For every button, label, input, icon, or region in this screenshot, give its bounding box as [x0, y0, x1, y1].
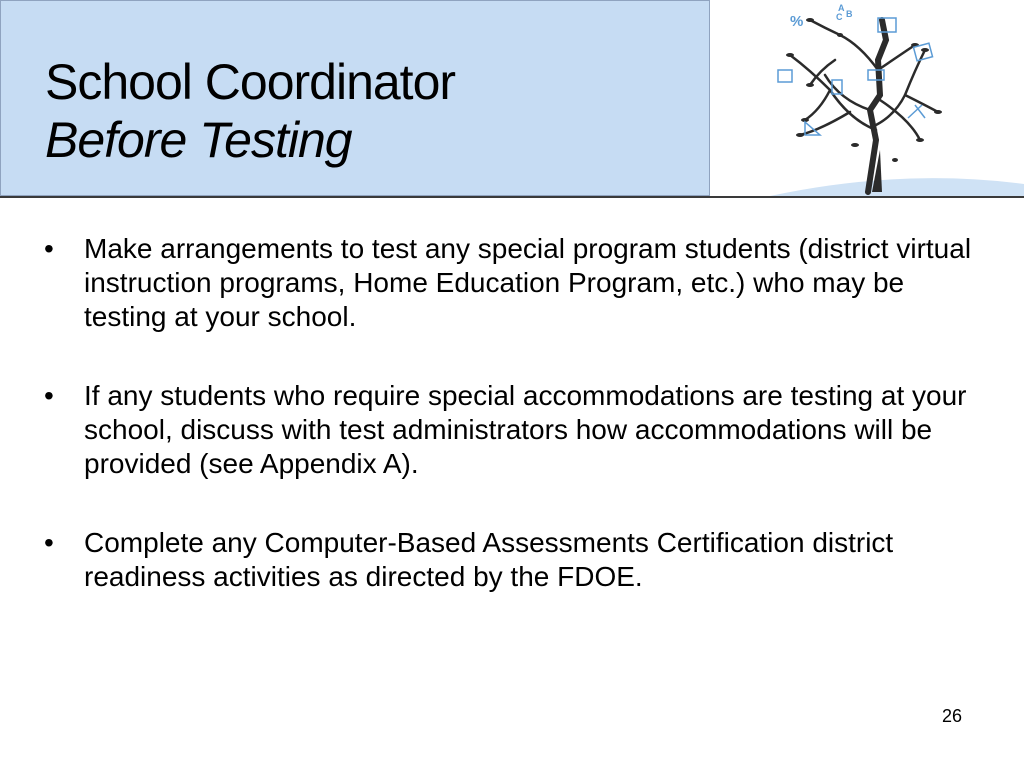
page-number: 26: [941, 706, 962, 726]
ground-hill: [770, 178, 1024, 196]
bullet-marker: •: [44, 527, 54, 558]
slide-title: [45, 53, 455, 169]
tree-leaves: [786, 18, 942, 162]
header-divider: [0, 196, 1024, 198]
abc-letter-a: A: [838, 3, 845, 13]
bullet-marker: •: [44, 233, 54, 264]
books-icon: [778, 70, 792, 82]
title-line-1: School Coordinator: [45, 54, 456, 110]
bullet-item: [44, 526, 984, 594]
percent-icon: %: [790, 13, 804, 30]
bullet-item: [44, 232, 984, 334]
abc-letter-b: B: [846, 9, 853, 19]
tree-branches: [790, 20, 938, 140]
bullet-marker: •: [44, 380, 54, 411]
tree-illustration: [710, 0, 1024, 196]
compass-icon: [908, 105, 925, 118]
bullet-item: [44, 379, 984, 481]
bullet-list: [44, 232, 984, 639]
bullet-text: Complete any Computer-Based Assessments Certification district readiness activities as directed by the FDOE.: [84, 527, 894, 592]
bullet-text: Make arrangements to test any special program students (district virtual instruction programs, Home Education Program, etc.) who may be testing at your school.: [84, 233, 972, 332]
abc-letter-c: C: [836, 12, 843, 22]
title-line-2: Before Testing: [45, 112, 352, 168]
title-banner: [0, 0, 710, 196]
learning-tree-icon: [710, 0, 1024, 196]
bullet-text: If any students who require special accommodations are testing at your school, discuss with test administrators how accommodations will be provided (see Appendix A).: [84, 380, 967, 479]
